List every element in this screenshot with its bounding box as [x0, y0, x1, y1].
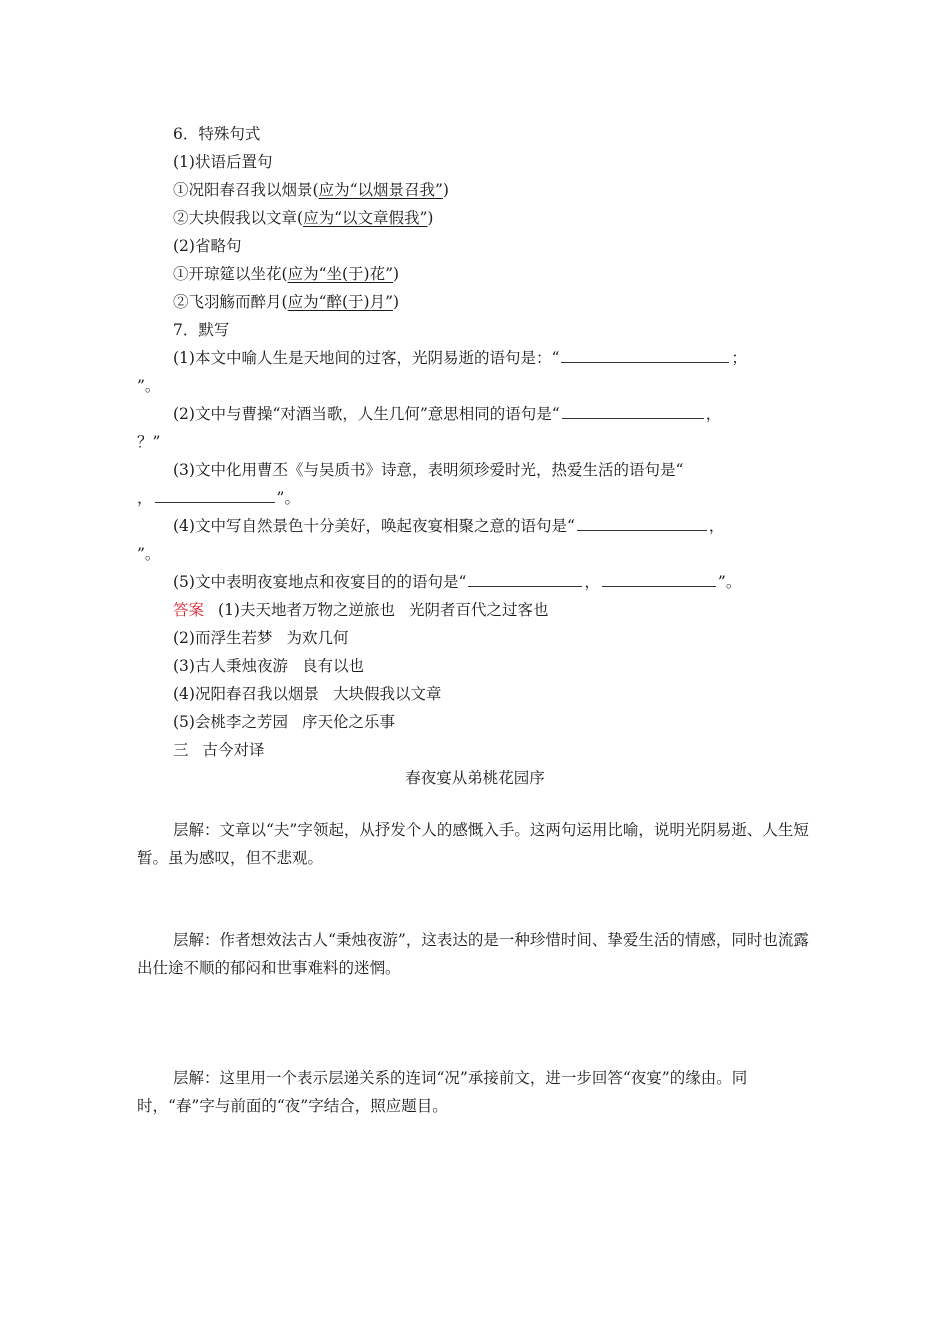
answer-1: 答案 (1)夫天地者万物之逆旅也 光阴者百代之过客也 [173, 601, 549, 619]
answer-blank[interactable] [155, 488, 275, 503]
question-4-end: ”。 [137, 545, 161, 563]
question-3-end: ， ”。 [137, 489, 300, 507]
correction-note: 应为“以文章假我” [303, 209, 428, 227]
question-3: (3)文中化用曹丕《与吴质书》诗意，表明须珍爱时光，热爱生活的语句是“ [173, 461, 684, 479]
layer-analysis-2: 层解：作者想效法古人“秉烛夜游”，这表达的是一种珍惜时间、挚爱生活的情感，同时也流露出仕途不顺的郁闷和世事难料的迷惘。 [137, 931, 809, 977]
answer-5: (5)会桃李之芳园 序天伦之乐事 [173, 713, 395, 731]
sentence-item-1: ①况阳春召我以烟景(应为“以烟景召我”) [173, 181, 449, 199]
answer-2: (2)而浮生若梦 为欢几何 [173, 629, 349, 647]
correction-note: 应为“坐(于)花” [287, 265, 394, 283]
question-2: (2)文中与曹操“对酒当歌，人生几何”意思相同的语句是“ ， [173, 405, 722, 423]
answer-blank[interactable] [561, 348, 729, 363]
sentence-item-3: ①开琼筵以坐花(应为“坐(于)花”) [173, 265, 400, 283]
section-3-heading: 三 古今对译 [173, 741, 265, 759]
question-5: (5)文中表明夜宴地点和夜宴目的的语句是“ ， ”。 [173, 573, 742, 591]
correction-note: 应为“以烟景召我” [318, 181, 443, 199]
question-1: (1)本文中喻人生是天地间的过客，光阴易逝的语句是：“ ； [173, 349, 747, 367]
answer-label: 答案 [173, 601, 205, 619]
answer-blank[interactable] [602, 572, 716, 587]
layer-analysis-1: 层解：文章以“夫”字领起，从抒发个人的感慨入手。这两句运用比喻，说明光阴易逝、人生短暂。虽为感叹，但不悲观。 [137, 821, 809, 867]
sentence-item-4: ②飞羽觞而醉月(应为“醉(于)月”) [173, 293, 400, 311]
answer-4: (4)况阳春召我以烟景 大块假我以文章 [173, 685, 442, 703]
question-2-end: ？” [137, 433, 161, 451]
correction-note: 应为“醉(于)月” [287, 293, 394, 311]
subheading-ellipsis: (2)省略句 [173, 237, 242, 255]
question-4: (4)文中写自然景色十分美好，唤起夜宴相聚之意的语句是“ ， [173, 517, 725, 535]
layer-analysis-3: 层解：这里用一个表示层递关系的连词“况”承接前文，进一步回答“夜宴”的缘由。同时，“春”字与前面的“夜”字结合，照应题目。 [137, 1069, 748, 1115]
text-title: 春夜宴从弟桃花园序 [405, 769, 545, 787]
answer-blank[interactable] [577, 516, 707, 531]
question-1-end: ”。 [137, 377, 161, 395]
section-7-heading: 7．默写 [173, 321, 230, 339]
answer-3: (3)古人秉烛夜游 良有以也 [173, 657, 364, 675]
section-6-heading: 6．特殊句式 [173, 125, 261, 143]
answer-blank[interactable] [468, 572, 582, 587]
sentence-item-2: ②大块假我以文章(应为“以文章假我”) [173, 209, 434, 227]
subheading-adverbial-postposition: (1)状语后置句 [173, 153, 273, 171]
answer-blank[interactable] [562, 404, 704, 419]
